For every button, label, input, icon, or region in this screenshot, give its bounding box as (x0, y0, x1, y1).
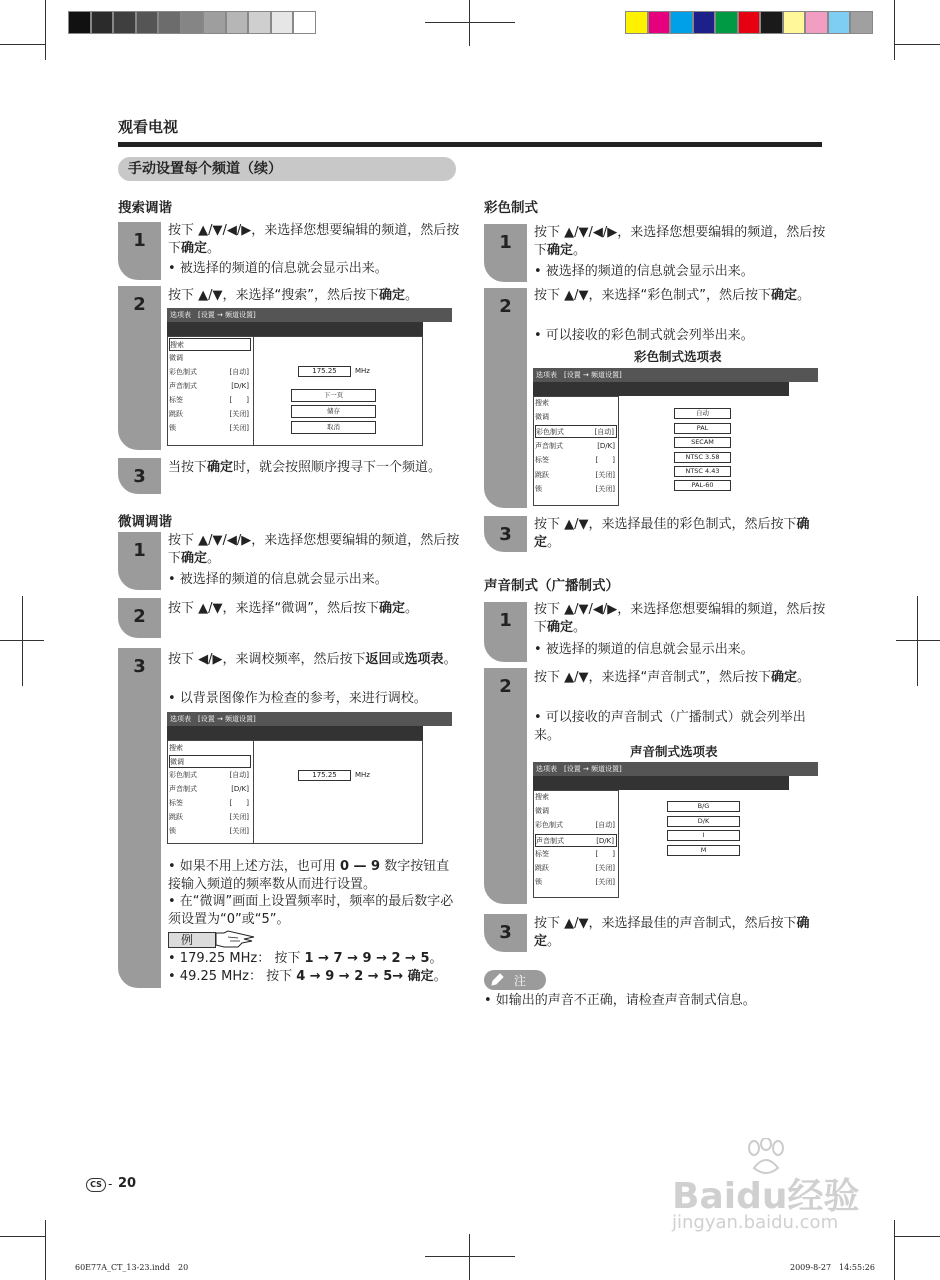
registration-swatch (783, 11, 806, 34)
header-rule (118, 142, 822, 147)
menu-row: 标签 [ ] (169, 396, 249, 404)
example-line: • 179.25 MHz： 按下 1 → 7 → 9 → 2 → 5。 (168, 951, 443, 966)
registration-swatch (625, 11, 648, 34)
step-text: 按下 ▲/▼/◀/▶，来选择您想要编辑的频道，然后按下确定。 (534, 225, 826, 258)
registration-swatch (113, 11, 136, 34)
registration-swatch (760, 11, 783, 34)
menu-row: 微调 (535, 807, 549, 815)
step-bullet: • 被选择的频道的信息就会显示出来。 (168, 572, 388, 587)
menu-row: 彩色制式 [自动] (535, 821, 615, 829)
menu-row: 标签 [ ] (535, 850, 615, 858)
next-page-button: 下一页 (291, 389, 376, 402)
frequency-value: 175.25 (298, 770, 351, 781)
menu-row: 锁 [关闭] (169, 424, 249, 432)
crop-mark (45, 1220, 46, 1280)
menu-row: 搜索 (169, 744, 183, 752)
note-badge (484, 970, 546, 990)
registration-swatch (203, 11, 226, 34)
color-option: NTSC 3.58 (674, 452, 731, 463)
step-text: 当按下确定时，就会按照顺序搜寻下一个频道。 (168, 460, 442, 475)
color-option: NTSC 4.43 (674, 466, 731, 477)
registration-swatch (248, 11, 271, 34)
menu-row: 锁 [关闭] (535, 485, 615, 493)
menu-header: 选项表 [设置 → 频道设置] (167, 712, 452, 726)
menu-row: 声音制式 [D/K] (535, 442, 615, 450)
fine-tune-menu-screen (167, 712, 452, 846)
step-bullet: • 被选择的频道的信息就会显示出来。 (534, 264, 754, 279)
watermark (672, 1138, 882, 1238)
watermark-url: jingyan.baidu.com (672, 1212, 839, 1233)
example-badge: 例 (168, 932, 216, 948)
sound-option: D/K (667, 816, 740, 827)
save-button: 储存 (291, 405, 376, 418)
crop-mark (894, 44, 940, 45)
registration-swatch (181, 11, 204, 34)
pencil-icon (490, 973, 504, 987)
frequency-unit: MHz (355, 771, 370, 779)
pointing-hand-icon (214, 929, 260, 949)
menu-row: 声音制式 [D/K] (535, 834, 617, 847)
registration-swatch (693, 11, 716, 34)
step-number: 2 (118, 286, 161, 450)
menu-header: 选项表 [设置 → 频道设置] (167, 308, 452, 322)
file-info: 60E77A_CT_13-23.indd 20 (75, 1263, 189, 1272)
step-text: 按下 ▲/▼/◀/▶，来选择您想要编辑的频道，然后按下确定。 (534, 602, 826, 635)
step-bullet: • 以背景图像作为检查的参考，来进行调校。 (168, 691, 427, 706)
sound-option: I (667, 830, 740, 841)
note-text: • 如输出的声音不正确，请检查声音制式信息。 (484, 993, 756, 1008)
crop-mark (0, 44, 46, 45)
step-text: 按下 ▲/▼，来选择最佳的彩色制式，然后按下确定。 (534, 517, 810, 550)
menu-row: 搜索 (535, 399, 549, 407)
step-bullet: • 被选择的频道的信息就会显示出来。 (168, 261, 388, 276)
crop-mark (425, 1256, 515, 1257)
note-label: 注 (514, 974, 527, 988)
menu-row: 微调 (169, 755, 251, 768)
menu-bar (167, 726, 423, 740)
registration-swatch (670, 11, 693, 34)
registration-swatch (136, 11, 159, 34)
fine-tune-heading: 微调调谐 (118, 514, 172, 530)
registration-swatch (271, 11, 294, 34)
menu-row: 微调 (169, 354, 183, 362)
crop-mark (896, 640, 940, 641)
timestamp: 2009-8-27 14:55:26 (790, 1263, 875, 1272)
frequency-value: 175.25 (298, 366, 351, 377)
menu-row: 声音制式 [D/K] (169, 785, 249, 793)
color-system-heading: 彩色制式 (484, 200, 538, 216)
registration-swatch (158, 11, 181, 34)
menu-row: 跳跃 [关闭] (169, 410, 249, 418)
menu-bar (533, 382, 789, 396)
crop-mark (45, 0, 46, 60)
step-number: 3 (484, 516, 527, 552)
menu-row: 搜索 (535, 793, 549, 801)
step-bullet: • 如果不用上述方法，也可用 0 — 9 数字按钮直接输入频道的频率数从而进行设置。 (168, 859, 450, 892)
step-number: 1 (118, 222, 161, 280)
crop-mark (0, 1236, 46, 1237)
menu-header: 选项表 [设置 → 频道设置] (533, 368, 818, 382)
step-number: 3 (484, 914, 527, 952)
menu-bar (167, 322, 423, 336)
sound-options-caption: 声音制式选项表 (630, 744, 718, 759)
crop-mark (425, 22, 515, 23)
step-number: 1 (484, 224, 527, 282)
menu-row: 锁 [关闭] (169, 827, 249, 835)
menu-divider (253, 740, 254, 844)
menu-row: 标签 [ ] (169, 799, 249, 807)
crop-mark (894, 0, 895, 60)
page-title: 观看电视 (118, 118, 179, 136)
crop-mark (469, 1234, 470, 1280)
menu-row: 搜索 (169, 338, 251, 351)
watermark-brand: Baidu经验 (672, 1176, 860, 1217)
color-option: 自动 (674, 408, 731, 419)
registration-swatch (648, 11, 671, 34)
menu-header: 选项表 [设置 → 频道设置] (533, 762, 818, 776)
language-badge: CS (86, 1178, 106, 1192)
crop-mark (22, 596, 23, 686)
registration-swatch (91, 11, 114, 34)
sound-option: M (667, 845, 740, 856)
registration-swatch (850, 11, 873, 34)
step-number: 1 (118, 532, 161, 590)
menu-row: 跳跃 [关闭] (535, 471, 615, 479)
color-system-menu-screen (533, 368, 818, 506)
example-line: • 49.25 MHz： 按下 4 → 9 → 2 → 5→ 确定。 (168, 969, 447, 984)
color-options-caption: 彩色制式选项表 (634, 349, 722, 364)
menu-row: 彩色制式 [自动] (535, 425, 617, 438)
registration-swatch (68, 11, 91, 34)
step-bullet: • 被选择的频道的信息就会显示出来。 (534, 642, 754, 657)
menu-row: 彩色制式 [自动] (169, 368, 249, 376)
menu-row: 锁 [关闭] (535, 878, 615, 886)
menu-row: 跳跃 [关闭] (169, 813, 249, 821)
step-text: 按下 ▲/▼，来选择“微调”，然后按下确定。 (168, 601, 419, 616)
sound-system-menu-screen (533, 762, 818, 900)
page-number-separator: - (108, 1177, 113, 1191)
step-text: 按下 ▲/▼，来选择“搜索”，然后按下确定。 (168, 288, 419, 303)
menu-row: 标签 [ ] (535, 456, 615, 464)
color-option: SECAM (674, 437, 731, 448)
section-title: 手动设置每个频道（续） (118, 157, 456, 181)
frequency-unit: MHz (355, 367, 370, 375)
step-text: 按下 ▲/▼/◀/▶，来选择您想要编辑的频道，然后按下确定。 (168, 533, 460, 566)
step-number: 2 (484, 288, 527, 508)
step-bullet: • 可以接收的彩色制式就会列举出来。 (534, 328, 754, 343)
step-number: 2 (118, 598, 161, 638)
page-number: 20 (118, 1176, 137, 1191)
crop-mark (917, 596, 918, 686)
step-number: 1 (484, 602, 527, 662)
color-option: PAL (674, 423, 731, 434)
step-bullet: • 在“微调”画面上设置频率时，频率的最后数字必须设置为“0”或“5”。 (168, 894, 454, 927)
menu-row: 声音制式 [D/K] (169, 382, 249, 390)
menu-row: 彩色制式 [自动] (169, 771, 249, 779)
step-text: 按下 ▲/▼，来选择最佳的声音制式，然后按下确定。 (534, 916, 810, 949)
registration-swatch (715, 11, 738, 34)
sound-system-heading: 声音制式（广播制式） (484, 578, 619, 594)
registration-swatch (805, 11, 828, 34)
menu-divider (253, 336, 254, 446)
menu-bar (533, 776, 789, 790)
step-text: 按下 ▲/▼，来选择“声音制式”，然后按下确定。 (534, 670, 811, 685)
color-option: PAL-60 (674, 480, 731, 491)
cancel-button: 取消 (291, 421, 376, 434)
step-number: 3 (118, 648, 161, 988)
step-number: 3 (118, 458, 161, 494)
registration-swatch (293, 11, 316, 34)
crop-mark (469, 0, 470, 46)
sound-option: B/G (667, 801, 740, 812)
registration-swatch (828, 11, 851, 34)
crop-mark (894, 1236, 940, 1237)
step-text: 按下 ▲/▼/◀/▶，来选择您想要编辑的频道，然后按下确定。 (168, 223, 460, 256)
search-heading: 搜索调谐 (118, 200, 172, 216)
menu-row: 跳跃 [关闭] (535, 864, 615, 872)
menu-row: 微调 (535, 413, 549, 421)
step-text: 按下 ▲/▼，来选择“彩色制式”，然后按下确定。 (534, 288, 811, 303)
registration-swatch (738, 11, 761, 34)
step-bullet: • 可以接收的声音制式（广播制式）就会列举出来。 (534, 710, 806, 743)
step-number: 2 (484, 668, 527, 904)
step-text: 按下 ◀/▶，来调校频率，然后按下返回或选项表。 (168, 652, 457, 667)
crop-mark (894, 1220, 895, 1280)
search-menu-screen (167, 308, 452, 446)
registration-swatch (226, 11, 249, 34)
